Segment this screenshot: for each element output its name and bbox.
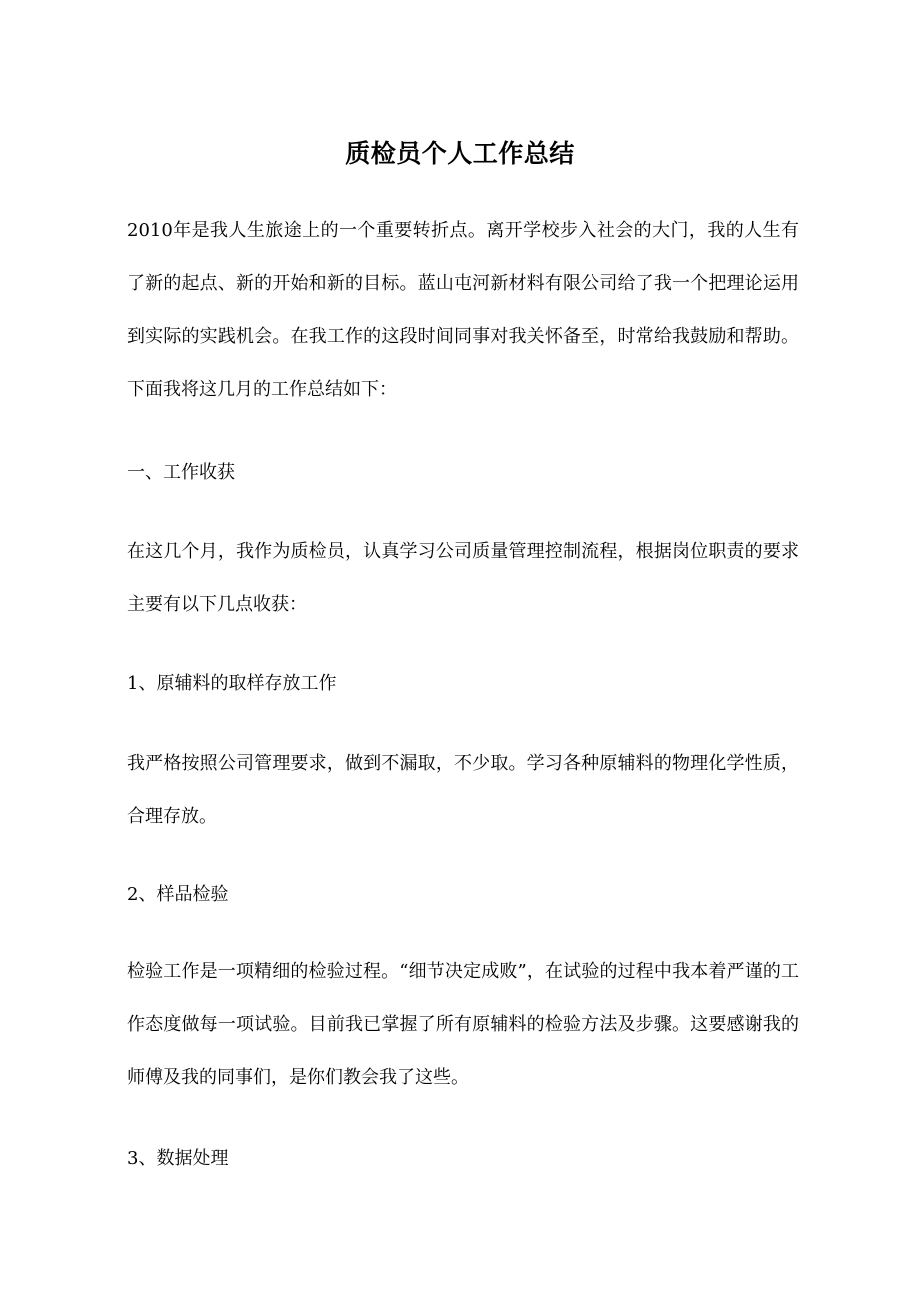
sample-inspection-paragraph: 检验工作是一项精细的检验过程。“细节决定成败”，在试验的过程中我本着严谨的工作态度做每一项试验。目前我已掌握了所有原辅料的检验方法及步骤。这要感谢我的师傅及我的同事们，是你们教会我了这些。 bbox=[127, 961, 799, 1088]
subheading-sample-inspection: 2、样品检验 bbox=[127, 884, 229, 905]
subheading-data-processing: 3、数据处理 bbox=[127, 1148, 229, 1169]
sampling-storage-paragraph: 我严格按照公司管理要求，做到不漏取，不少取。学习各种原辅料的物理化学性质，合理存放。 bbox=[127, 753, 799, 827]
section-heading-work-gains: 一、工作收获 bbox=[127, 462, 235, 483]
document-title: 质检员个人工作总结 bbox=[345, 139, 575, 168]
subheading-sampling-storage: 1、原辅料的取样存放工作 bbox=[127, 673, 337, 694]
work-gains-paragraph: 在这几个月，我作为质检员，认真学习公司质量管理控制流程，根据岗位职责的要求主要有以下几点收获： bbox=[127, 541, 799, 615]
intro-paragraph: 2010年是我人生旅途上的一个重要转折点。离开学校步入社会的大门，我的人生有了新的起点、新的开始和新的目标。蓝山屯河新材料有限公司给了我一个把理论运用到实际的实践机会。在我工作的这段时间同事对我关怀备至，时常给我鼓励和帮助。下面我将这几月的工作总结如下： bbox=[127, 220, 799, 400]
